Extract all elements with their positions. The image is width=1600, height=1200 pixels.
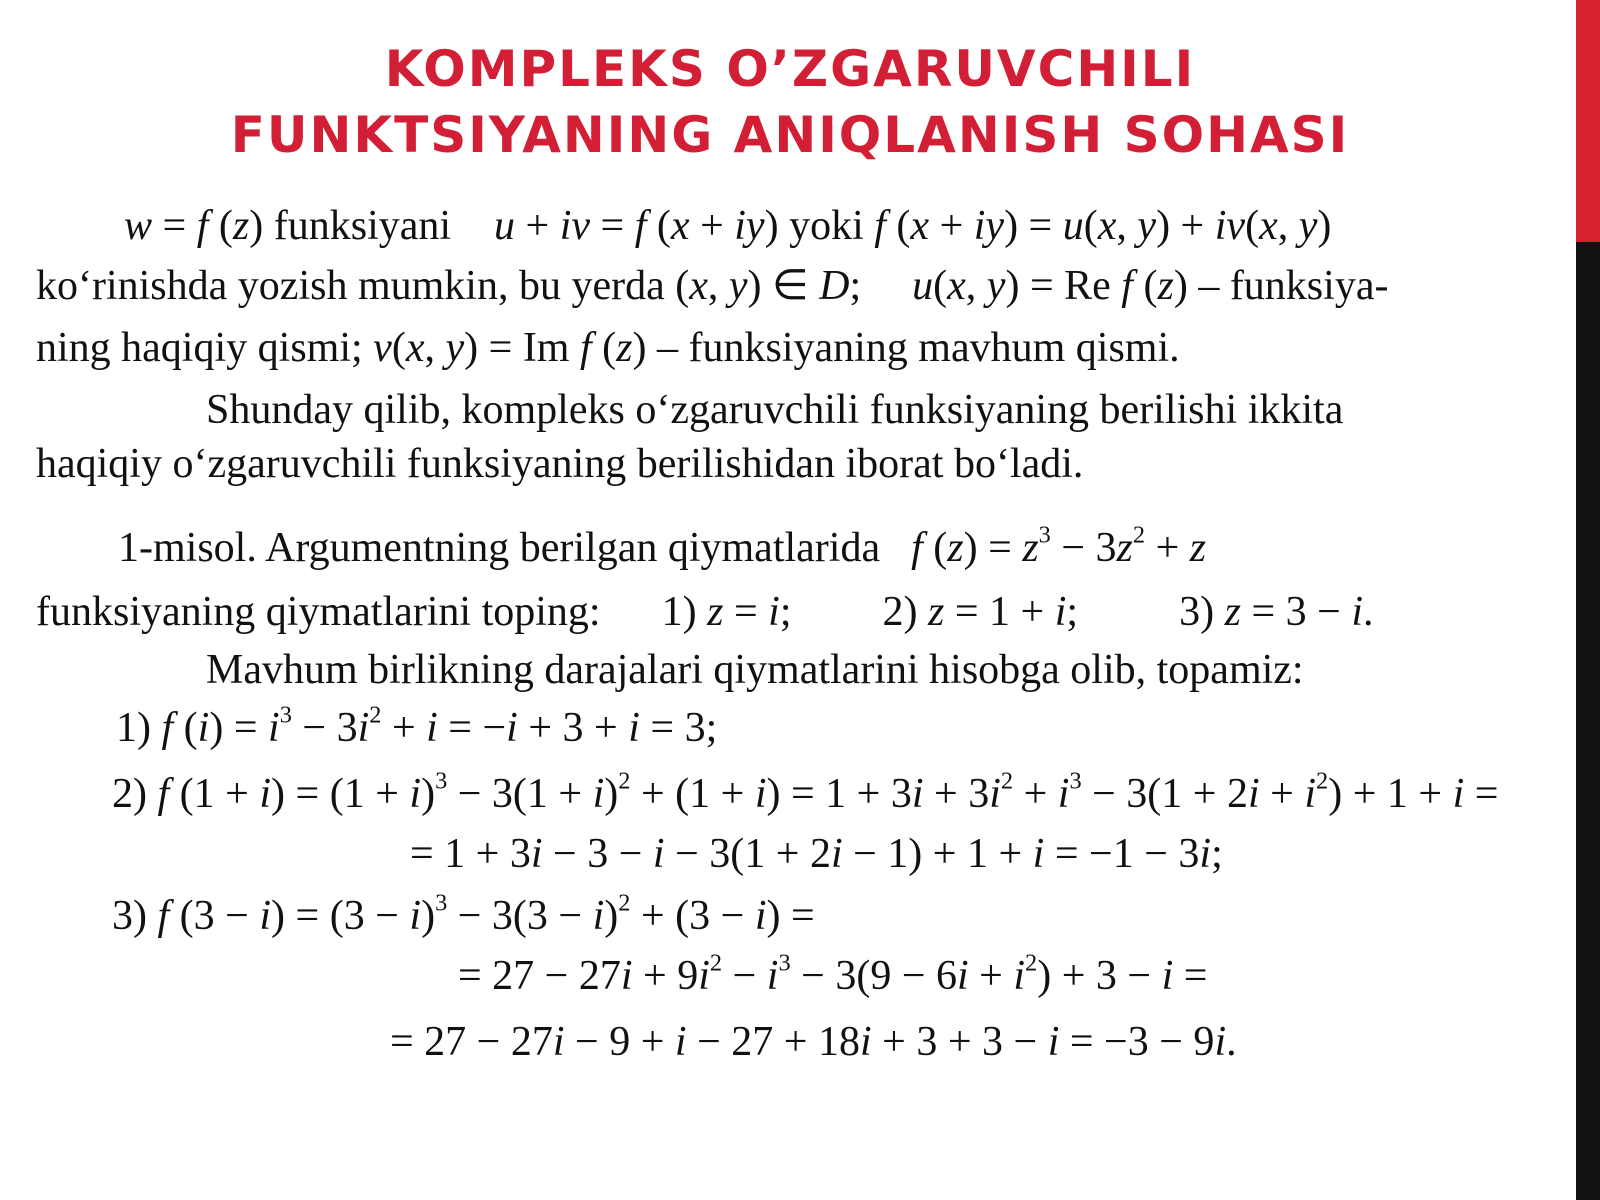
example-text: funksiyaning qiymatlarini toping:: [36, 589, 601, 635]
formula-solution-3b: = $27 - 27i + 9i^2 - i^3 - 3(9 - 6i + i^2) + 3 - i$ =: [458, 949, 1208, 999]
slide-title: [0, 36, 1580, 168]
definition-line-2: [36, 262, 1388, 310]
formula-z-equals-3-minus-i: z = 3 − i.: [1224, 589, 1374, 635]
example-text: 1-misol. Argumentning berilgan qiymatlarida: [118, 525, 881, 571]
example-line-3: Mavhum birlikning darajalari qiymatlarini hisobga olib, topamiz:: [206, 647, 1304, 693]
solution-3-label: 3): [112, 893, 147, 939]
solution-2-label: 2): [112, 771, 147, 817]
formula-z-equals-1-plus-i: z = 1 + i;: [928, 589, 1079, 635]
formula-solution-3a: f $(3 - i) = (3 - i)^3 - 3(3 - i)^2 + (3 - i)$ =: [157, 889, 815, 939]
formula-solution-3c: = 27 − 27i − 9 + i − 27 + 18i + 3 + 3 − i = −3 − 9i.: [390, 1019, 1237, 1065]
formula-w-equals-fz: w = f (z): [124, 203, 264, 249]
solution-3-line-2: [458, 949, 1208, 1000]
solution-1: [116, 701, 718, 752]
formula-solution-2b: = 1 + 3i − 3 − i − 3(1 + 2i − 1) + 1 + i = −1 − 3i;: [410, 831, 1223, 877]
definition-text: ning haqiqiy qismi;: [36, 325, 363, 371]
solution-2-line-2: [410, 830, 1223, 878]
solution-3-line-1: [112, 889, 815, 940]
summary-line-2: haqiqiy o‘zgaruvchili funksiyaning berilishidan iborat bo‘ladi.: [36, 441, 1084, 487]
formula-imag-part: v(x, y) = Im f (z): [373, 325, 647, 371]
example-item-1-label: 1): [661, 589, 697, 635]
summary-line-1: Shunday qilib, kompleks o‘zgaruvchili funksiyaning berilishi ikkita: [206, 387, 1344, 433]
solution-1-label: 1): [116, 705, 151, 751]
formula-solution-2a: f $(1 + i) = (1 + i)^3 - 3(1 + i)^2 + (1 + i) = 1 + 3i + 3i^2 + i^3 - 3(1 + 2i + i^2) + 1 + i$ =: [157, 767, 1499, 817]
formula-real-part: u(x, y) = Re f (z): [912, 263, 1188, 309]
formula-u-plus-iv: u + iv = f (x + iy): [494, 203, 779, 249]
formula-example-function: f $(z) = z^3 - 3z^2 + z$: [911, 521, 1207, 571]
solution-3-line-3: [390, 1018, 1237, 1066]
formula-domain: (x, y) ∈ D;: [675, 263, 862, 309]
formula-z-equals-i: z = i;: [707, 589, 792, 635]
definition-line-1: [124, 202, 1331, 250]
title-line-1: KOMPLEKS O’ZGARUVCHILI: [384, 40, 1196, 98]
example-line-1: [118, 521, 1207, 572]
definition-text: – funksiyaning mavhum qismi.: [657, 325, 1180, 371]
example-line-2: [36, 588, 1373, 636]
definition-text: – funksiya-: [1198, 263, 1389, 309]
example-item-2-label: 2): [882, 589, 918, 635]
definition-text: ko‘rinishda yozish mumkin, bu yerda: [36, 263, 665, 309]
definition-text: funksiyani: [273, 203, 452, 249]
definition-line-3: [36, 324, 1180, 372]
formula-f-split: f (x + iy) = u(x, y) + iv(x, y): [874, 203, 1332, 249]
example-item-3-label: 3): [1179, 589, 1215, 635]
formula-solution-1: f $(i) = i^3 - 3i^2 + i = -i + 3 + i = 3$;: [161, 701, 718, 751]
title-line-2: FUNKTSIYANING ANIQLANISH SOHASI: [230, 106, 1350, 164]
definition-text: yoki: [789, 203, 864, 249]
solution-2-line-1: [112, 767, 1499, 818]
